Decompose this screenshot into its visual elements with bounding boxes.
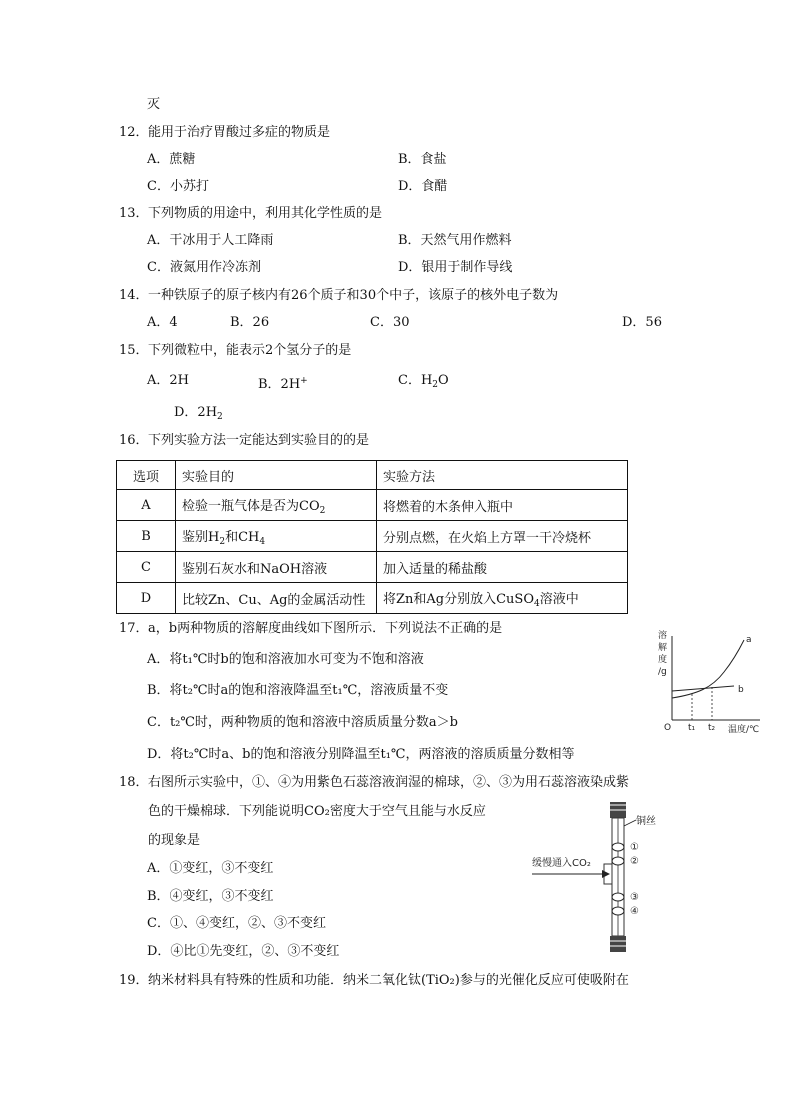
option-b: B．④变红，③不变红 — [147, 889, 274, 904]
question-stem: 下列物质的用途中，利用其化学性质的是 — [148, 206, 383, 221]
question-stem: 纳米材料具有特殊的性质和功能．纳米二氧化钛(TiO₂)参与的光催化反应可使吸附在 — [148, 973, 629, 988]
table-cell: 鉴别石灰水和NaOH溶液 — [176, 552, 377, 583]
cotton-ball-2 — [612, 857, 624, 865]
table-cell: 将燃着的木条伸入瓶中 — [377, 490, 628, 521]
option-c-tail: O — [438, 373, 449, 388]
option-a: A．2H — [147, 373, 189, 388]
subscript: 2 — [217, 412, 223, 422]
question-stem-line2: 色的干燥棉球．下列能说明CO₂密度大于空气且能与水反应 — [148, 804, 486, 819]
subscript: 4 — [259, 536, 266, 547]
t2-label: t₂ — [708, 723, 716, 733]
question-number: 14． — [119, 288, 149, 303]
option-b: B．26 — [230, 315, 270, 330]
option-b: B．天然气用作燃料 — [398, 233, 512, 248]
cell-text: 检验一瓶气体是否为CO — [182, 498, 320, 514]
experiment-table — [116, 460, 628, 614]
subscript: 2 — [219, 536, 226, 547]
question-stem: 一种铁原子的原子核内有26个质子和30个中子，该原子的核外电子数为 — [148, 288, 559, 303]
table-row — [117, 552, 628, 583]
x-axis-label: 温度/℃ — [728, 725, 760, 735]
question-stem-line3: 的现象是 — [148, 833, 201, 848]
table-cell — [176, 521, 377, 552]
question-stem: a，b两种物质的溶解度曲线如下图所示．下列说法不正确的是 — [148, 621, 503, 636]
option-a: A．将t₁℃时b的饱和溶液加水可变为不饱和溶液 — [147, 652, 424, 667]
option-b: B．将t₂℃时a的饱和溶液降温至t₁℃，溶液质量不变 — [147, 683, 449, 698]
question-stem: 下列微粒中，能表示2个氢分子的是 — [148, 343, 352, 358]
option-d: D．银用于制作导线 — [398, 260, 513, 275]
ball-label-1: ① — [630, 842, 639, 853]
table-row — [117, 490, 628, 521]
subscript: 2 — [319, 505, 326, 516]
table-cell: 比较Zn、Cu、Ag的金属活动性 — [176, 583, 377, 614]
table-header-cell: 实验方法 — [377, 461, 628, 490]
subscript: 2 — [432, 380, 439, 390]
question-number: 15． — [119, 343, 149, 358]
question-number: 17． — [119, 621, 149, 636]
origin-label: O — [664, 723, 672, 733]
question-number: 18． — [119, 775, 149, 790]
option-b: B．食盐 — [398, 152, 447, 167]
table-header-row — [117, 461, 628, 490]
y-axis-label-char: 度 — [658, 655, 668, 665]
question-number: 19． — [119, 973, 149, 988]
table-cell: A — [117, 490, 176, 521]
option-c: C．30 — [370, 315, 410, 330]
table-header-cell: 实验目的 — [176, 461, 377, 490]
option-d: D．④比①先变红，②、③不变红 — [147, 944, 340, 959]
table-cell — [176, 490, 377, 521]
option-c: C．①、④变红，②、③不变红 — [147, 916, 326, 931]
table-row — [117, 521, 628, 552]
ball-label-3: ③ — [630, 892, 639, 903]
question-number: 13． — [119, 206, 149, 221]
option-d-text: D．2H — [174, 405, 218, 420]
cotton-ball-1 — [612, 843, 624, 851]
table-cell: D — [117, 583, 176, 614]
ball-label-4: ④ — [630, 906, 639, 917]
table-row — [117, 583, 628, 614]
cell-text: 将Zn和Ag分别放入CuSO — [383, 591, 534, 607]
option-b-text: B．2H — [258, 377, 301, 392]
arrow-head — [602, 870, 610, 878]
curve-a-label: a — [746, 635, 752, 645]
table-cell — [377, 583, 628, 614]
table-header-cell: 选项 — [117, 461, 176, 490]
t1-label: t₁ — [688, 723, 696, 733]
question-stem-line1: 右图所示实验中，①、④为用紫色石蕊溶液润湿的棉球，②、③为用石蕊溶液染成紫 — [148, 775, 630, 790]
superscript: + — [300, 376, 308, 386]
wire-label: 铜丝 — [636, 816, 656, 827]
cell-text: 鉴别H — [182, 529, 220, 545]
option-c: C．液氮用作冷冻剂 — [147, 260, 261, 275]
option-a: A．①变红，③不变红 — [147, 861, 274, 876]
question-stem: 能用于治疗胃酸过多症的物质是 — [148, 125, 331, 140]
option-a: A．干冰用于人工降雨 — [147, 233, 274, 248]
inlet-label: 缓慢通入CO₂ — [532, 858, 591, 869]
co2-tube-apparatus — [528, 800, 668, 958]
question-stem: 下列实验方法一定能达到实验目的的是 — [148, 433, 370, 448]
solubility-graph — [652, 628, 770, 740]
y-axis-label-char: 解 — [658, 643, 668, 653]
table-cell: 分别点燃，在火焰上方罩一干冷烧杯 — [377, 521, 628, 552]
ball-label-2: ② — [630, 856, 639, 867]
table-cell: 加入适量的稀盐酸 — [377, 552, 628, 583]
option-c: C．t₂℃时，两种物质的饱和溶液中溶质质量分数a＞b — [147, 715, 458, 730]
option-d — [174, 404, 223, 426]
curve-b-label: b — [738, 685, 744, 695]
option-b — [258, 372, 308, 394]
cell-text-tail: 溶液中 — [539, 591, 579, 607]
curve-b — [672, 686, 734, 691]
continued-text: 灭 — [147, 97, 161, 112]
option-a: A．蔗糖 — [147, 152, 196, 167]
table-cell: C — [117, 552, 176, 583]
cotton-ball-4 — [612, 907, 624, 915]
option-d: D．将t₂℃时a、b的饱和溶液分别降温至t₁℃，两溶液的溶质质量分数相等 — [147, 747, 575, 762]
option-a: A．4 — [147, 315, 178, 330]
curve-a — [672, 640, 744, 698]
option-d: D．56 — [622, 315, 662, 330]
option-c-text: C．H — [398, 373, 433, 388]
y-axis-label-char: /g — [658, 667, 667, 677]
question-number: 12． — [119, 125, 149, 140]
bottom-stopper — [610, 936, 626, 952]
cotton-ball-3 — [612, 893, 624, 901]
option-d: D．食醋 — [398, 179, 448, 194]
option-c: C．小苏打 — [147, 179, 209, 194]
cell-text-mid: 和CH — [225, 529, 260, 545]
subscript: 4 — [534, 598, 540, 609]
table-cell: B — [117, 521, 176, 552]
question-number: 16． — [119, 433, 149, 448]
y-axis-label-char: 溶 — [658, 631, 668, 641]
option-c — [398, 372, 449, 394]
